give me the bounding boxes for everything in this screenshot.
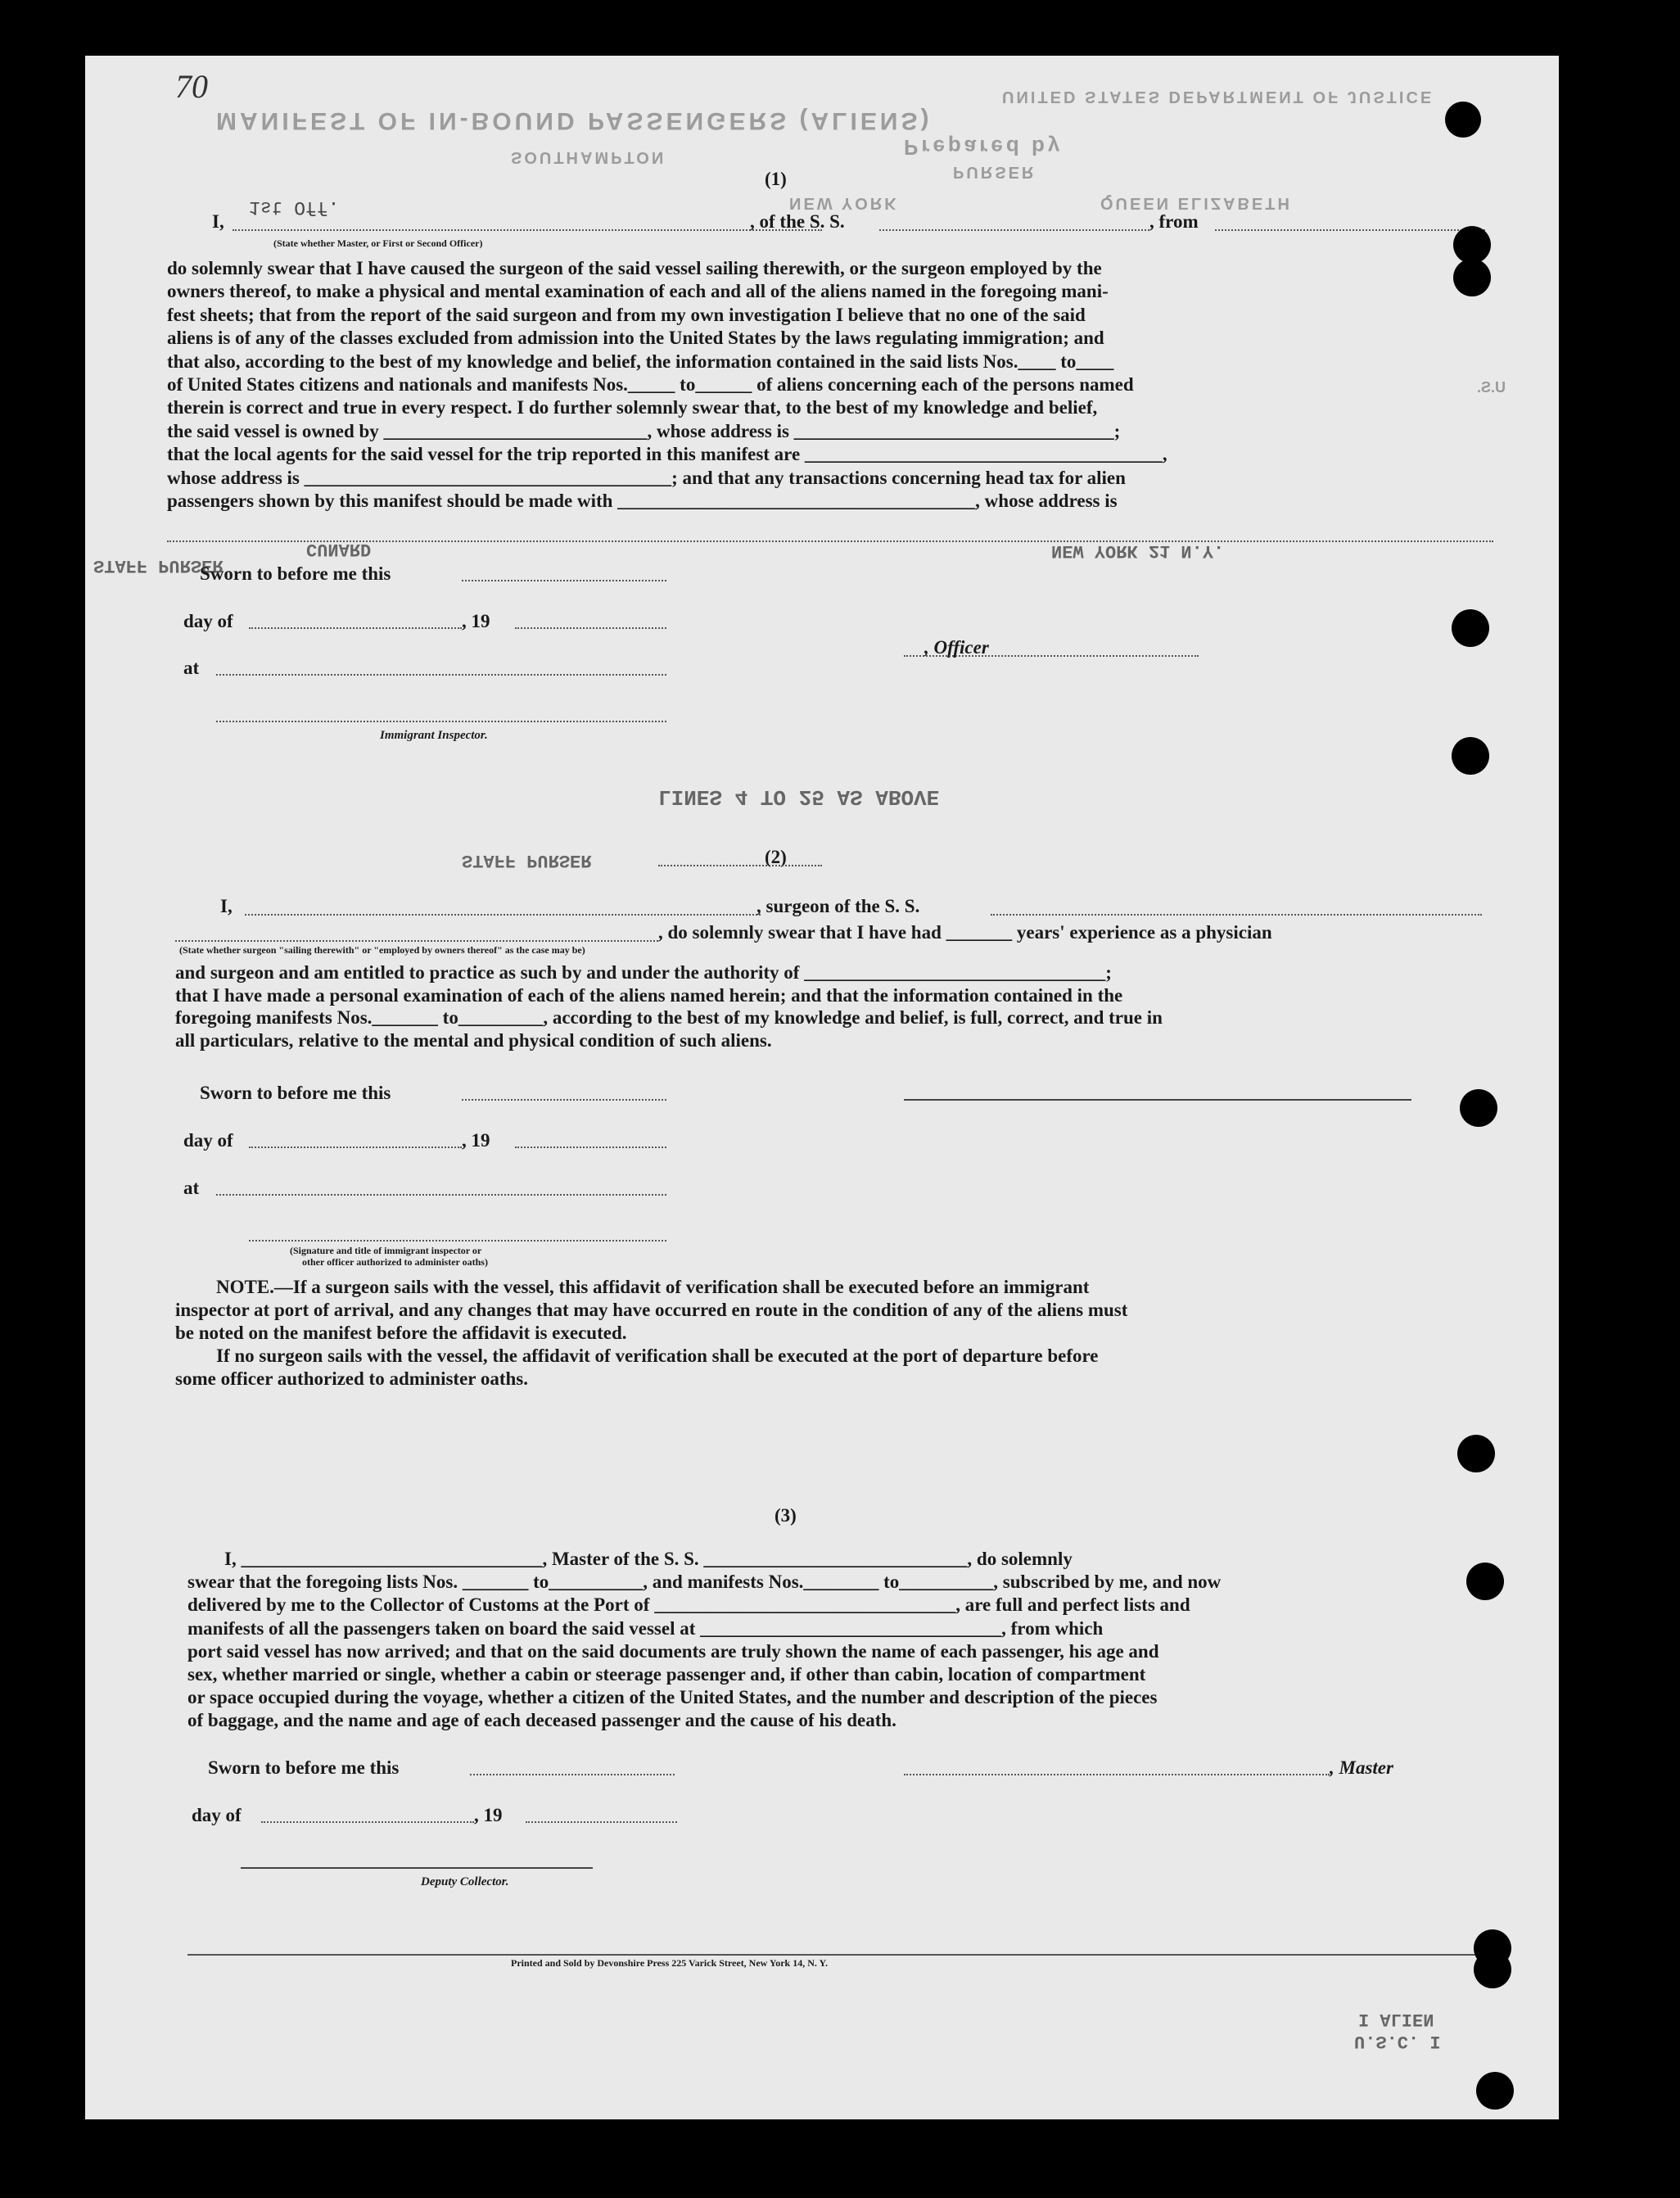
section1-body	[167, 257, 1493, 513]
section3-collector: Deputy Collector.	[421, 1875, 509, 1888]
section1-body-line: do solemnly swear that I have caused the surgeon of the said vessel sailing therewith, or the surgeon employed by the	[167, 258, 1102, 278]
section1-body-line: therein is correct and true in every respect. I do further solemnly swear that, to the best of my knowledge and belief,	[167, 397, 1098, 418]
section1-body-line: aliens is of any of the classes excluded from admission into the United States by the laws regulating immigration; and	[167, 328, 1104, 349]
stamp-staff-purser: STAFF PURSER	[462, 850, 592, 871]
section2-sig-caption-2: other officer authorized to administer oaths)	[302, 1256, 488, 1268]
section2-line2: , do solemnly swear that I have had _______ years' experience as a physician	[658, 922, 1272, 943]
at-line	[216, 674, 666, 676]
inspector-line	[216, 721, 666, 722]
section2-body-line: all particulars, relative to the mental and physical condition of such aliens.	[175, 1029, 772, 1051]
bleed-port: NEW YORK	[789, 194, 899, 212]
section1-body-line: the said vessel is owned by ____________________________, whose address is __________________________________;	[167, 420, 1121, 441]
section1-of-ss: , of the S. S.	[750, 211, 845, 232]
day3-line	[261, 1821, 474, 1823]
section2-note	[175, 1276, 1497, 1391]
section2-year: , 19	[462, 1130, 490, 1151]
section1-i: I,	[212, 211, 224, 232]
surgeon-name-line	[245, 914, 761, 916]
bleed-title: MANIFEST OF IN-BOUND PASSENGERS (ALIENS)	[216, 107, 933, 134]
section2-body-line: and surgeon and am entitled to practice as such by and under the authority of ________________________________;	[175, 962, 1112, 983]
sworn3-line	[470, 1774, 675, 1775]
section3-body-line: of baggage, and the name and age of each deceased passenger and the cause of his death.	[187, 1710, 896, 1731]
at2-line	[216, 1194, 666, 1196]
stamp-cunard-address: NEW YORK 21 N.Y.	[1051, 540, 1225, 561]
section2-i: I,	[220, 896, 233, 916]
section2-at: at	[183, 1178, 200, 1198]
manifest-page	[85, 56, 1559, 2119]
punch-hole	[1476, 2072, 1514, 2110]
footer-imprint: Printed and Sold by Devonshire Press 225 Varick Street, New York 14, N. Y.	[511, 1957, 829, 1969]
section3-year: , 19	[474, 1805, 503, 1825]
inspector2-line	[249, 1240, 666, 1241]
section1-body-line: that the local agents for the said vessel for the trip reported in this manifest are ______________________________________,	[167, 444, 1167, 465]
sworn-line	[462, 580, 666, 581]
punch-hole	[1445, 102, 1481, 138]
punch-hole	[1474, 1951, 1511, 1988]
section1-at: at	[183, 658, 200, 678]
day2-line	[249, 1146, 462, 1148]
section2-sig-caption-1: (Signature and title of immigrant inspector or	[290, 1245, 482, 1256]
section3-body-line: sex, whether married or single, whether a cabin or steerage passenger and, if other than cabin, location of compartment	[187, 1664, 1146, 1685]
section1-day-of: day of	[183, 611, 233, 631]
section3-body-line: manifests of all the passengers taken on board the said vessel at ________________________________, from which	[187, 1617, 1104, 1639]
section1-sworn: Sworn to before me this	[200, 563, 391, 584]
bleed-sub: UNITED STATES DEPARTMENT OF JUSTICE	[1002, 88, 1434, 106]
collector-line	[241, 1867, 593, 1869]
section1-caption: (State whether Master, or First or Second Officer)	[273, 237, 483, 249]
section2-sworn: Sworn to before me this	[200, 1083, 391, 1103]
note-line: If no surgeon sails with the vessel, the affidavit of verification shall be executed at the port of departure before	[216, 1345, 1099, 1366]
punch-hole	[1452, 609, 1489, 647]
section1-body-line: owners thereof, to make a physical and mental examination of each and all of the aliens named in the foregoing mani-	[167, 281, 1109, 302]
bleed-ship: QUEEN ELIZABETH	[1100, 194, 1292, 212]
note-line: inspector at port of arrival, and any changes that may have occurred en route in the condition of any of the aliens must	[175, 1300, 1128, 1320]
section1-body-line: fest sheets; that from the report of the said surgeon and from my own investigation I believe that no one of the said	[167, 304, 1086, 325]
section3-body	[187, 1548, 1506, 1733]
note-line: NOTE.—If a surgeon sails with the vessel, this affidavit of verification shall be executed before an immigrant	[216, 1277, 1090, 1297]
section2-number: (2)	[765, 847, 787, 867]
sworn2-line	[462, 1099, 666, 1101]
year2-line	[515, 1146, 666, 1148]
ship-line	[879, 229, 1149, 231]
signature-stroke	[658, 865, 822, 866]
section3-body-line: port said vessel has now arrived; and that on the said documents are truly shown the name of each passenger, his age and	[187, 1640, 1159, 1662]
master-signature-line	[904, 1774, 1330, 1775]
punch-hole	[1453, 259, 1491, 296]
year-line	[515, 627, 666, 629]
section3-day-of: day of	[192, 1805, 242, 1825]
rank-line	[233, 229, 822, 231]
section1-body-line: of United States citizens and nationals and manifests Nos._____ to______ of aliens concerning each of the persons named	[167, 374, 1134, 396]
officer-line	[904, 655, 1199, 657]
corner-handwriting: 70	[175, 68, 208, 105]
day-line	[249, 627, 462, 629]
section2-surgeon-ss: , surgeon of the S. S.	[756, 896, 920, 916]
section2-body-line: that I have made a personal examination of each of the aliens named herein; and that the information contained in the	[175, 984, 1123, 1006]
stamp-bottom-right-1: I ALIEN	[1358, 2009, 1434, 2029]
section3-body-line: or space occupied during the voyage, whether a citizen of the United States, and the number and description of the pieces	[187, 1687, 1158, 1708]
section2-caption: (State whether surgeon "sailing therewith" or "employed by owners thereof" as the case may be)	[179, 944, 585, 956]
section1-body-line: that also, according to the best of my knowledge and belief, the information contained in the said lists Nos.____ to____	[167, 351, 1114, 372]
stamp-cunard: CUNARD	[306, 539, 372, 559]
section1-number: (1)	[765, 169, 787, 189]
section2-body-line: foregoing manifests Nos._______ to_________, according to the best of my knowledge and belief, is full, correct, and true in	[175, 1007, 1163, 1028]
section3-number: (3)	[775, 1505, 797, 1526]
punch-hole	[1460, 1089, 1497, 1127]
section3-body-line: delivered by me to the Collector of Customs at the Port of ________________________________, are full and perfect lists and	[187, 1594, 1190, 1616]
surgeon-type-line	[175, 940, 658, 942]
section1-year: , 19	[462, 611, 490, 631]
surgeon-signature-line	[904, 1099, 1411, 1101]
bleed-purser: PURSER	[953, 163, 1036, 181]
section1-from: , from	[1149, 211, 1199, 232]
margin-us: U.S.	[1477, 379, 1506, 396]
surgeon-ship-line	[991, 914, 1482, 916]
punch-hole	[1466, 1563, 1504, 1600]
from-line	[1215, 229, 1485, 231]
section3-sworn: Sworn to before me this	[208, 1757, 400, 1778]
section1-body-line: passengers shown by this manifest should be made with ______________________________________, whose address is	[167, 491, 1118, 512]
bleed-prepared: Prepared by	[904, 135, 1064, 160]
section3-master: , Master	[1330, 1757, 1393, 1778]
stamp-bottom-right-2: U.S.C. I	[1354, 2031, 1441, 2051]
year3-line	[526, 1821, 677, 1823]
stamp-lines: LINES 4 TO 25 AS ABOVE	[658, 785, 940, 809]
punch-hole	[1457, 1435, 1495, 1472]
section2-body	[175, 961, 1497, 1052]
section1-rank-fill: 1st Off.	[249, 197, 340, 218]
section2-day-of: day of	[183, 1130, 233, 1151]
note-line: be noted on the manifest before the affidavit is executed.	[175, 1323, 627, 1343]
punch-hole	[1452, 737, 1489, 775]
section1-officer: , Officer	[924, 637, 989, 658]
section3-body-line: I, ________________________________, Master of the S. S. ____________________________, do solemnly	[224, 1549, 1073, 1569]
note-line: some officer authorized to administer oaths.	[175, 1368, 528, 1389]
section1-inspector: Immigrant Inspector.	[380, 729, 488, 742]
stamp-staff-purser-left: STAFF PURSER	[93, 555, 224, 576]
footer-rule	[187, 1954, 1497, 1956]
section1-body-line: whose address is _______________________________________; and that any transactions concerning head tax for alien	[167, 467, 1126, 488]
section3-body-line: swear that the foregoing lists Nos. _______ to__________, and manifests Nos.________ to__________, subscribed by me, and now	[187, 1572, 1222, 1593]
bleed-from: SOUTHAMPTON	[511, 148, 666, 166]
